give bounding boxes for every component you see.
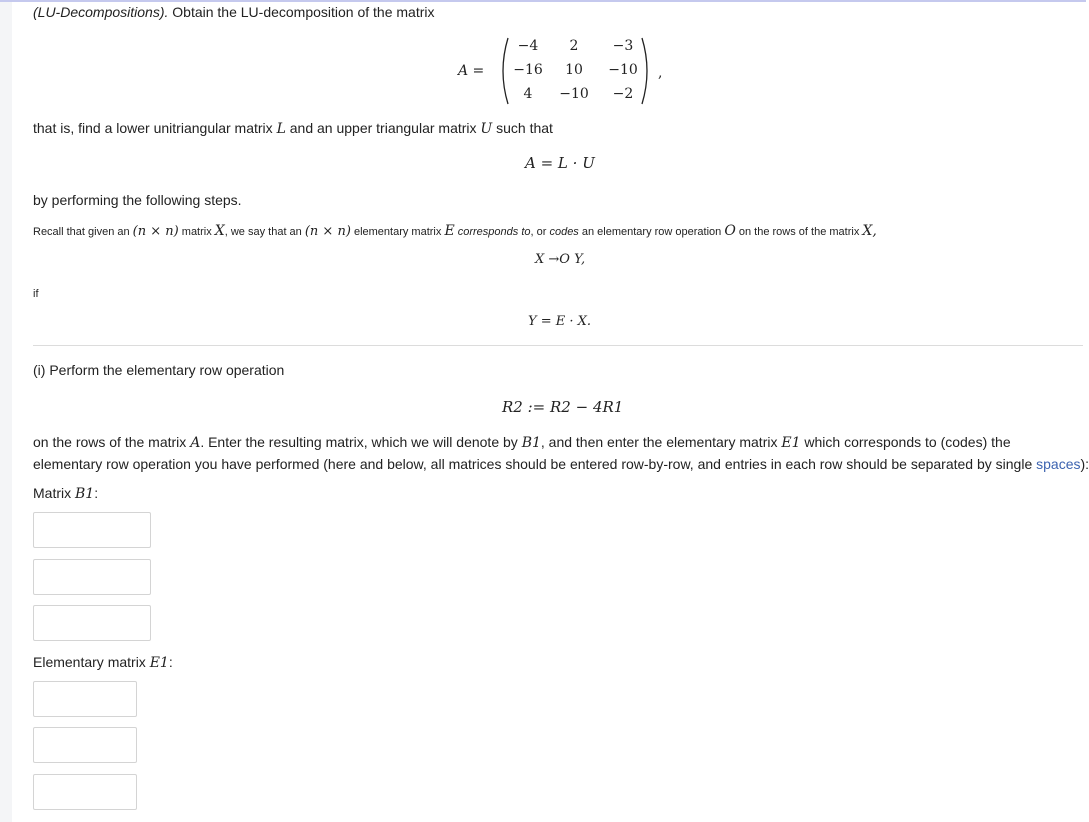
steps-text: by performing the following steps. <box>33 192 242 208</box>
var-u: U <box>480 121 493 137</box>
matrix-e1-row-3-input[interactable] <box>33 774 137 810</box>
section-divider <box>33 345 1083 346</box>
desc-text: which corresponds to (codes) the <box>800 434 1011 450</box>
recall-text: , we say that an <box>224 226 305 238</box>
recall-text: , or <box>530 226 550 238</box>
part-desc-line2 <box>33 455 1089 473</box>
matrix-b1-row-3-input[interactable] <box>33 605 151 641</box>
nxn-math: (n × n) <box>132 224 179 239</box>
part-desc-line1 <box>33 433 1011 452</box>
matrix-cell: −10 <box>559 86 589 102</box>
left-gutter <box>0 2 12 822</box>
var-x: X, <box>862 223 877 239</box>
desc-text: . Enter the resulting matrix, which we will denote by <box>200 434 522 450</box>
that-is-text: that is, find a lower unitriangular matrix <box>33 120 277 136</box>
if-text: if <box>33 288 39 300</box>
matrix-cell: 4 <box>523 86 533 102</box>
var-b1: B1 <box>521 435 541 451</box>
part-heading: (i) Perform the elementary row operation <box>33 362 285 378</box>
var-o: O <box>724 223 736 239</box>
corresponds-to-term: corresponds to <box>457 226 531 238</box>
matrix-cell: −2 <box>612 86 634 102</box>
lu-equation: A = L · U <box>525 154 595 172</box>
var-b1: B1 <box>75 486 95 502</box>
desc-text: elementary row operation you have performed (here and below, all matrices should be entered row-by-row, and entries in each row should be separated by single <box>33 456 1037 472</box>
recall-text: an elementary row operation <box>578 226 725 238</box>
desc-text: on the rows of the matrix <box>33 434 191 450</box>
matrix-b1-row-2-input[interactable] <box>33 559 151 595</box>
ye-equation: Y = E · X. <box>528 314 592 329</box>
matrix-cell: −10 <box>608 62 638 78</box>
matrix-b1-label <box>33 484 98 503</box>
desc-text: ): <box>1080 456 1089 472</box>
nxn-math: (n × n) <box>304 224 351 239</box>
var-l: L <box>276 121 286 137</box>
row-operation: R2 := R2 − 4R1 <box>502 398 624 416</box>
elem-e1-label <box>33 653 173 672</box>
recall-line <box>33 222 877 241</box>
recall-text: elementary matrix <box>350 226 445 238</box>
var-e: E <box>444 223 455 239</box>
matrix-cell: 10 <box>565 62 583 78</box>
matrix-cell: −16 <box>513 62 543 78</box>
label-colon: : <box>168 654 173 670</box>
var-a: A <box>190 435 201 451</box>
desc-text: , and then enter the elementary matrix <box>540 434 782 450</box>
label-colon: : <box>94 485 99 501</box>
spaces-term: spaces <box>1036 456 1081 472</box>
recall-text: on the rows of the matrix <box>735 226 863 238</box>
matrix-e1-row-1-input[interactable] <box>33 681 137 717</box>
matrix-e1-row-2-input[interactable] <box>33 727 137 763</box>
recall-text: matrix <box>178 226 215 238</box>
var-e1: E1 <box>781 435 801 451</box>
matrix-b1-row-1-input[interactable] <box>33 512 151 548</box>
codes-term: codes <box>549 226 579 238</box>
that-is-line <box>33 119 553 138</box>
matrix-cell: −4 <box>517 38 539 54</box>
that-is-text-mid: and an upper triangular matrix <box>285 120 481 136</box>
problem-title: (LU-Decompositions). <box>33 4 169 20</box>
matrix-trailer: , <box>658 65 663 81</box>
top-rule <box>0 0 1086 2</box>
matrix-cell: −3 <box>612 38 634 54</box>
label-text: Matrix <box>33 485 75 501</box>
matrix-a-label: A = <box>458 63 485 79</box>
label-text: Elementary matrix <box>33 654 150 670</box>
problem-title-line <box>33 3 435 21</box>
that-is-text-post: such that <box>492 120 553 136</box>
var-e1: E1 <box>149 655 169 671</box>
arrow-equation: X →O Y, <box>535 252 586 267</box>
matrix-cell: 2 <box>569 38 579 54</box>
problem-lead: Obtain the LU-decomposition of the matrix <box>168 4 435 20</box>
var-x: X <box>214 223 225 239</box>
recall-text: Recall that given an <box>33 226 133 238</box>
